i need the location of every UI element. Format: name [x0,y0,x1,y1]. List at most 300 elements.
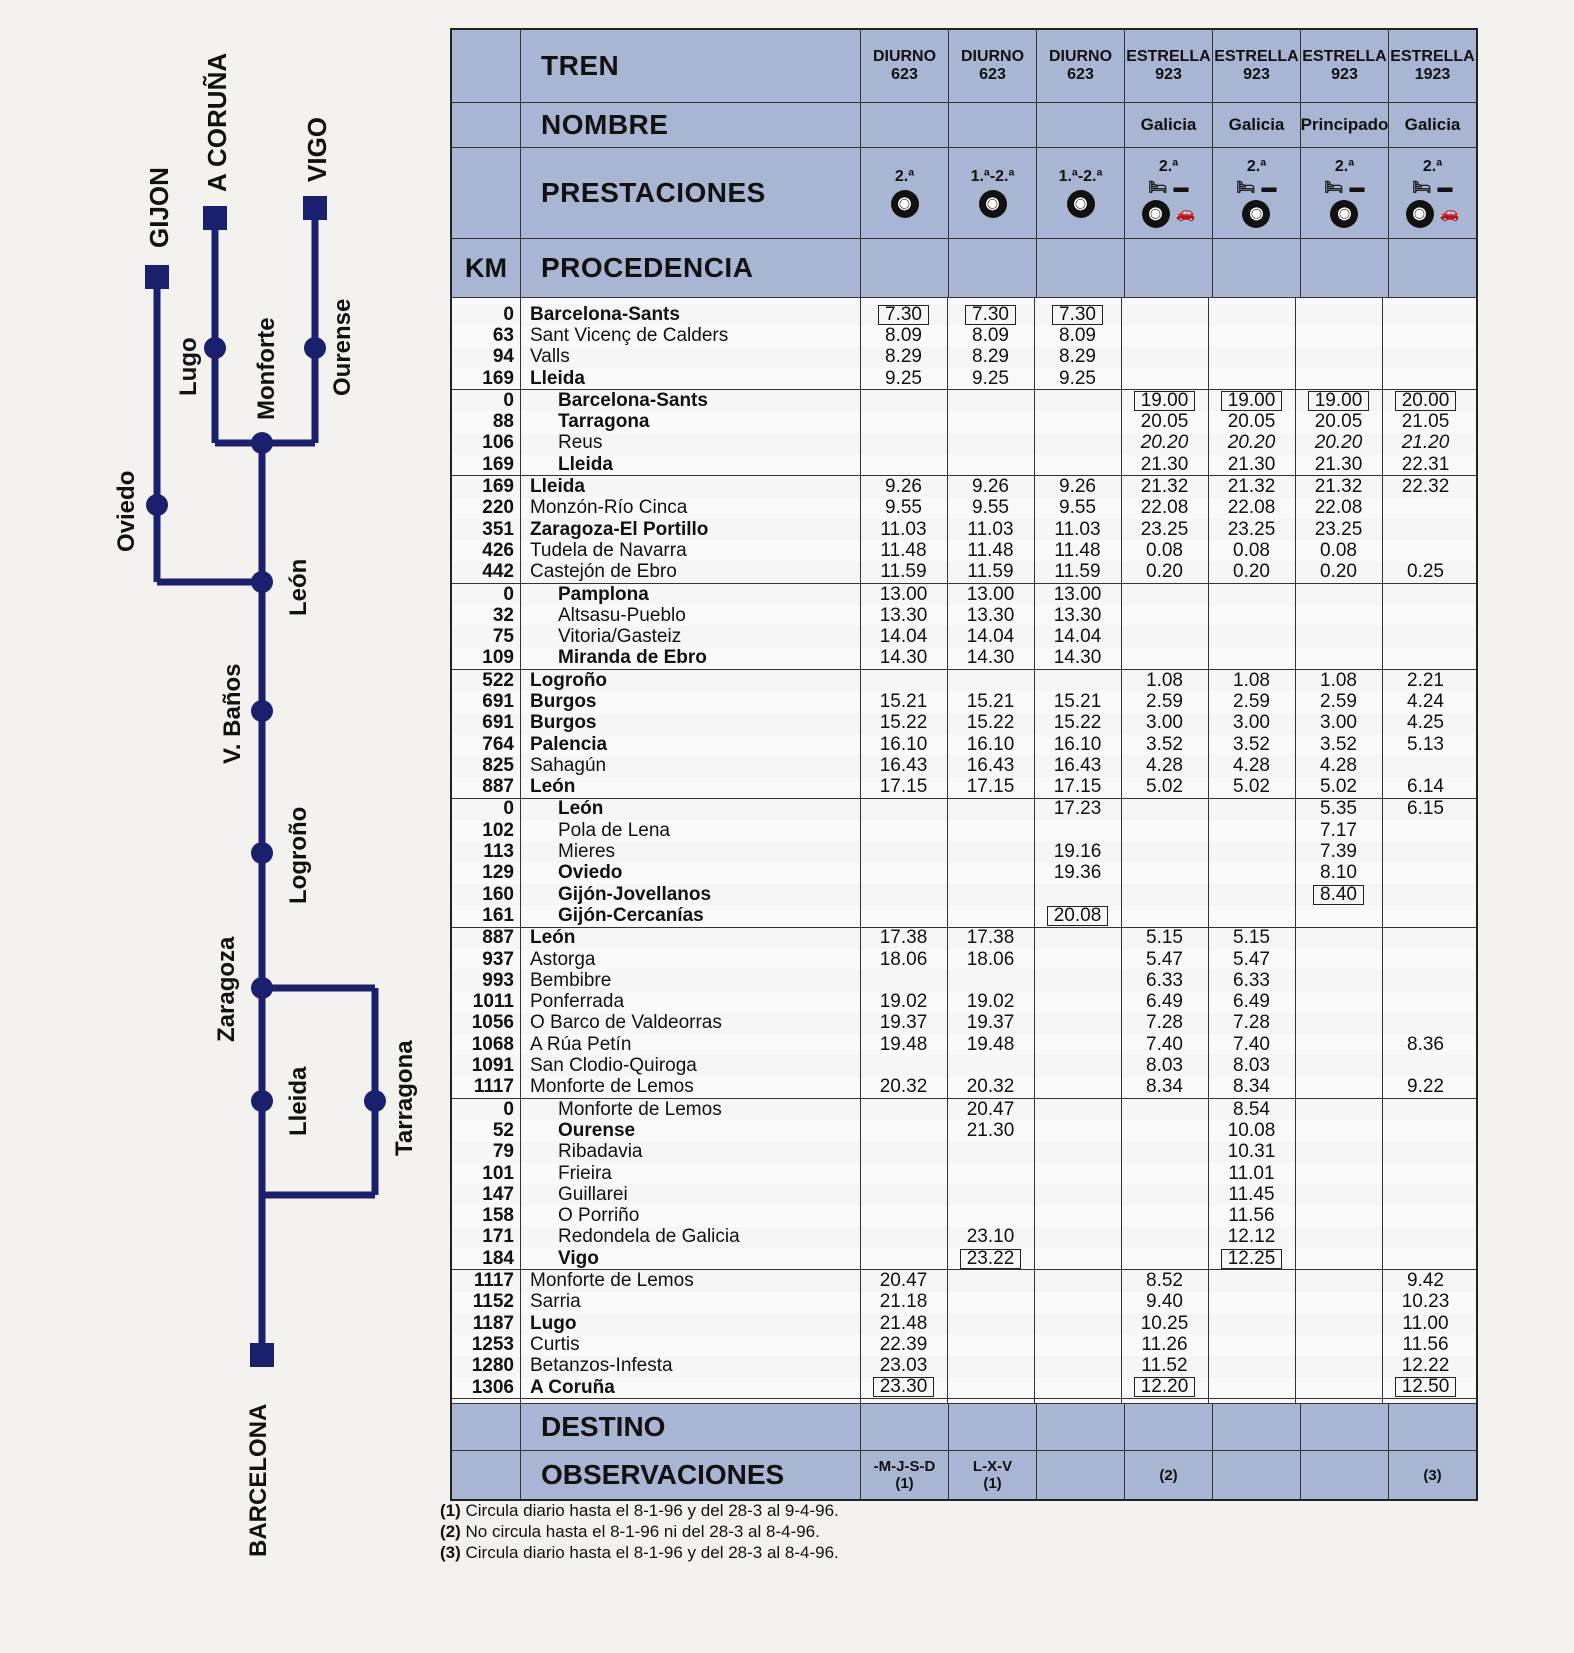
time-cell [1208,540,1295,561]
time-cell [1121,411,1208,432]
km-value: 351 [482,518,514,540]
table-row [452,884,1476,905]
table-row [452,1334,1476,1355]
table-row [452,411,1476,432]
time-cell [1208,390,1295,411]
time-value: 21.30 [1140,453,1189,475]
footnote [440,1542,839,1563]
tren-label: TREN [521,30,861,102]
time-value: 3.52 [1320,733,1357,755]
time-value: 9.25 [1059,367,1096,389]
time-cell [1034,970,1121,991]
time-value: 5.02 [1320,776,1357,798]
time-cell [1208,1120,1295,1141]
time-cell [1121,1227,1208,1248]
time-value: 7.40 [1146,1033,1183,1055]
time-value: 5.02 [1146,776,1183,798]
time-value: 11.00 [1402,1312,1449,1334]
time-cell [1121,648,1208,669]
time-value: 11.56 [1228,1205,1275,1227]
time-cell [947,347,1034,368]
station-group [452,1270,1476,1399]
table-row [452,1356,1476,1377]
time-cell [1295,626,1382,647]
time-cell [1034,949,1121,970]
header-cell [1037,148,1125,238]
time-cell [860,411,947,432]
time-cell [1034,777,1121,798]
time-value: 9.40 [1146,1291,1183,1313]
time-cell [947,755,1034,776]
header-cell [1213,239,1301,297]
table-row [452,734,1476,755]
time-cell [1121,605,1208,626]
time-cell [1121,476,1208,497]
time-value: 20.05 [1314,411,1363,433]
station-name: Sant Vicenç de Calders [530,324,729,346]
time-cell [1121,1163,1208,1184]
time-cell [860,1377,947,1398]
km-value: 691 [482,712,514,734]
time-cell [1382,949,1469,970]
km-value: 1117 [473,1076,514,1098]
time-value: 9.42 [1407,1270,1444,1292]
time-cell [1208,411,1295,432]
km-value: 102 [482,819,514,841]
table-row [452,820,1476,841]
time-cell [1295,799,1382,820]
station-group [452,799,1476,928]
time-cell [1208,368,1295,389]
time-cell [1208,1077,1295,1098]
time-cell [1034,1142,1121,1163]
footnote-text: No circula hasta el 8-1-96 ni del 28-3 al 8-4-96. [460,1522,820,1541]
time-value: 9.22 [1407,1076,1444,1098]
time-cell [1382,884,1469,905]
station-name: Betanzos-Infesta [530,1355,673,1377]
time-cell [947,304,1034,325]
time-cell [947,498,1034,519]
time-cell [1034,605,1121,626]
station-name: Gijón-Jovellanos [558,883,712,905]
time-cell [947,777,1034,798]
time-cell [1295,1356,1382,1377]
time-cell [1295,1377,1382,1398]
station-dot-lleida [251,1090,273,1112]
time-value: 5.02 [1233,776,1270,798]
time-value: 6.15 [1407,798,1444,820]
time-value: 9.55 [972,497,1009,519]
time-cell [860,1227,947,1248]
station-name: Oviedo [558,862,623,884]
km-value: 993 [482,969,514,991]
table-row [452,1099,1476,1120]
time-cell [1295,1205,1382,1226]
time-value: 9.26 [972,476,1009,498]
time-cell [1034,905,1121,926]
time-value: 9.55 [1059,497,1096,519]
time-cell [1208,777,1295,798]
time-cell [1295,970,1382,991]
time-value: 15.21 [879,691,928,712]
time-value: 11.48 [1054,539,1101,561]
time-cell [1121,820,1208,841]
time-value: 8.34 [1233,1076,1270,1098]
time-value-boxed: 23.22 [960,1249,1022,1269]
station-name: Ribadavia [558,1141,643,1163]
time-cell [947,648,1034,669]
time-value: 22.31 [1401,453,1450,475]
time-cell [860,713,947,734]
station-name: A Rúa Petín [530,1033,632,1055]
time-cell [1121,713,1208,734]
header-cell [1037,239,1125,297]
icon-row [891,190,919,218]
time-cell [1295,519,1382,540]
time-cell [1382,1334,1469,1355]
time-cell [1295,304,1382,325]
time-cell [1382,905,1469,926]
time-cell [1034,1313,1121,1334]
station-group [452,928,1476,1099]
time-cell [1208,626,1295,647]
station-name: Lleida [530,367,585,389]
time-value: 20.20 [1227,432,1276,454]
km-value: 0 [503,1098,514,1120]
time-cell [947,905,1034,926]
time-value: 8.03 [1233,1055,1270,1077]
time-value: 9.26 [1059,476,1096,498]
time-cell [1295,755,1382,776]
train-class: 2.ª [894,168,915,185]
table-row [452,476,1476,497]
km-value: 169 [482,453,514,475]
time-cell [1034,433,1121,454]
time-cell [1382,605,1469,626]
observacion-cell [949,1451,1037,1499]
time-cell [1121,1313,1208,1334]
terminal-barcelona [250,1343,274,1367]
time-value: 3.00 [1146,712,1183,734]
km-value: 184 [482,1247,514,1269]
time-cell [947,1313,1034,1334]
time-cell [1208,905,1295,926]
time-value: 6.49 [1146,991,1183,1013]
train-class: 1.ª-2.ª [1058,168,1103,185]
time-cell [1382,1163,1469,1184]
time-cell [1121,1013,1208,1034]
station-name: Vitoria/Gasteiz [558,626,682,648]
service-icons [1406,180,1460,228]
time-cell [1208,1248,1295,1269]
time-cell [860,755,947,776]
time-cell [1034,1099,1121,1120]
time-value: 15.21 [966,691,1015,712]
time-value: 11.59 [1054,561,1101,583]
icon-row [1236,180,1276,196]
destino-label: DESTINO [521,1404,861,1450]
time-cell [1295,777,1382,798]
destino-cell [861,1404,949,1450]
time-cell [1382,519,1469,540]
time-cell [1382,368,1469,389]
time-cell [1295,1077,1382,1098]
time-cell [1208,670,1295,691]
time-cell [1382,347,1469,368]
time-cell [860,1184,947,1205]
time-cell [1121,347,1208,368]
time-value: 19.48 [879,1033,928,1055]
train-name: Galicia [1228,115,1285,134]
time-cell [1208,992,1295,1013]
time-cell [1121,799,1208,820]
time-cell [1121,1270,1208,1291]
header-cell [1389,239,1476,297]
train-number: 923 [1331,66,1358,83]
time-cell [1208,1205,1295,1226]
time-cell [1382,691,1469,712]
train-class: 2.ª [1334,158,1355,175]
time-cell [947,1356,1034,1377]
time-cell [1034,755,1121,776]
time-value: 21.48 [879,1312,928,1334]
time-cell [1121,304,1208,325]
time-value: 16.10 [966,733,1015,755]
time-cell [1121,928,1208,949]
station-name: Zaragoza-El Portillo [530,518,709,540]
km-value: 887 [482,927,514,949]
time-cell [1382,1270,1469,1291]
observacion-ref: (3) [1423,1466,1442,1484]
time-value: 5.35 [1320,798,1357,820]
train-name: Galicia [1404,115,1461,134]
time-cell [947,1205,1034,1226]
time-cell [1208,1184,1295,1205]
time-cell [1208,734,1295,755]
table-row [452,1227,1476,1248]
seat-icon: ◉ [1067,190,1095,218]
time-value: 11.45 [1228,1183,1275,1205]
time-cell [860,820,947,841]
km-value: 1152 [472,1291,514,1313]
footnote-text: Circula diario hasta el 8-1-96 y del 28-3 al 8-4-96. [460,1543,839,1562]
time-cell [1034,734,1121,755]
table-row [452,1184,1476,1205]
time-value: 19.37 [879,1012,928,1034]
km-value: 75 [492,626,514,648]
time-cell [860,476,947,497]
time-cell [947,325,1034,346]
time-cell [947,605,1034,626]
time-cell [1034,562,1121,583]
time-cell [1121,368,1208,389]
time-cell [1382,540,1469,561]
station-dot-banos [251,700,273,722]
time-cell [1034,498,1121,519]
km-value: 171 [482,1226,514,1248]
time-value: 14.30 [879,647,928,669]
time-value: 14.30 [1053,647,1102,669]
station-name: Valls [530,346,570,368]
station-name: León [530,927,576,949]
time-value: 6.33 [1233,969,1270,991]
destino-cell [1037,1404,1125,1450]
table-row [452,841,1476,862]
time-cell [1295,1270,1382,1291]
time-cell [947,1270,1034,1291]
intermediate-stations [146,337,386,1112]
icon-row [1406,200,1460,228]
time-value: 4.28 [1146,754,1183,776]
service-icons [979,190,1007,218]
time-value: 17.15 [1053,776,1102,798]
observacion-cell [1037,1451,1125,1499]
time-value: 20.05 [1227,411,1276,433]
time-cell [1382,1227,1469,1248]
time-cell [860,562,947,583]
time-cell [1121,1055,1208,1076]
time-cell [1295,605,1382,626]
time-cell [1208,1334,1295,1355]
header-cell [1125,239,1213,297]
time-value: 15.22 [966,712,1015,734]
time-cell [1382,304,1469,325]
header-row [452,239,1476,298]
time-cell [860,390,947,411]
time-cell [947,799,1034,820]
time-value: 9.25 [885,367,922,389]
time-cell [860,928,947,949]
time-cell [947,1055,1034,1076]
time-cell [1208,648,1295,669]
header-cell [1389,148,1476,238]
time-cell [1121,1034,1208,1055]
seat-icon: ◉ [1142,200,1170,228]
observacion-ref: (1) [895,1475,914,1493]
time-cell [1208,799,1295,820]
service-icons [1324,180,1364,228]
time-cell [947,1248,1034,1269]
time-cell [1121,1120,1208,1141]
time-value: 13.30 [879,604,928,626]
time-value: 13.00 [966,583,1015,605]
time-cell [1034,841,1121,862]
icon-row [1148,180,1188,196]
time-value: 23.25 [1227,518,1276,540]
time-value: 23.25 [1140,518,1189,540]
time-cell [1382,476,1469,497]
time-cell [1295,562,1382,583]
time-value: 12.12 [1227,1226,1276,1248]
time-value: 8.52 [1146,1270,1183,1292]
header-km: KM [452,239,521,297]
time-cell [1295,670,1382,691]
time-value: 22.08 [1227,497,1276,519]
time-cell [1208,1292,1295,1313]
station-name: Frieira [558,1162,612,1184]
time-cell [860,498,947,519]
time-cell [1121,734,1208,755]
time-cell [1034,411,1121,432]
destino-cell [1125,1404,1213,1450]
station-name: Burgos [530,691,597,712]
table-row [452,1313,1476,1334]
train-class: 2.ª [1246,158,1267,175]
time-value: 4.25 [1407,712,1444,734]
time-value: 14.30 [966,647,1015,669]
time-cell [860,1163,947,1184]
station-name: Burgos [530,712,597,734]
time-cell [1295,1013,1382,1034]
footnote-ref: (1) [440,1501,461,1520]
station-group [452,584,1476,670]
time-cell [947,390,1034,411]
time-cell [1208,605,1295,626]
footnote-text: Circula diario hasta el 8-1-96 y del 28-3 al 9-4-96. [460,1501,839,1520]
time-value: 4.28 [1233,754,1270,776]
time-value: 17.15 [966,776,1015,798]
time-value: 5.15 [1233,927,1270,949]
time-cell [860,433,947,454]
time-value: 3.00 [1233,712,1270,734]
time-cell [947,691,1034,712]
time-cell [1208,949,1295,970]
table-row [452,863,1476,884]
time-value: 16.10 [1053,733,1102,755]
time-cell [947,476,1034,497]
station-dot-lugo [204,337,226,359]
time-value: 8.09 [1059,324,1096,346]
station-name: Astorga [530,948,596,970]
couchette-icon: 🛏 [1324,179,1344,196]
time-value: 17.23 [1053,798,1102,820]
time-cell [1034,863,1121,884]
time-cell [1295,713,1382,734]
time-cell [1208,928,1295,949]
time-cell [1208,1227,1295,1248]
time-value: 5.15 [1146,927,1183,949]
time-cell [1295,1120,1382,1141]
footnote [440,1500,839,1521]
observacion-ref: (2) [1159,1466,1178,1484]
time-cell [860,1270,947,1291]
km-value: 426 [482,539,514,561]
table-row [452,1013,1476,1034]
time-value: 10.23 [1401,1291,1450,1313]
table-row [452,648,1476,669]
time-value-boxed: 12.20 [1134,1377,1196,1397]
km-value: 887 [482,776,514,798]
bed-icon: ▬ [1173,179,1189,196]
time-value: 11.52 [1141,1355,1188,1377]
time-cell [1382,734,1469,755]
time-cell [1208,1142,1295,1163]
map-label-tarragona: Tarragona [391,1040,418,1156]
service-icons [1067,190,1095,218]
icon-row [979,190,1007,218]
station-name: Monforte de Lemos [530,1270,694,1292]
km-value: 522 [482,669,514,691]
time-cell [1121,1377,1208,1398]
destino-cell [1301,1404,1389,1450]
time-value: 20.47 [966,1098,1015,1120]
time-cell [860,1120,947,1141]
observacion-cell [1213,1451,1301,1499]
time-value: 14.04 [879,626,928,648]
time-cell [1034,1334,1121,1355]
time-value: 8.09 [885,324,922,346]
time-cell [1295,1334,1382,1355]
